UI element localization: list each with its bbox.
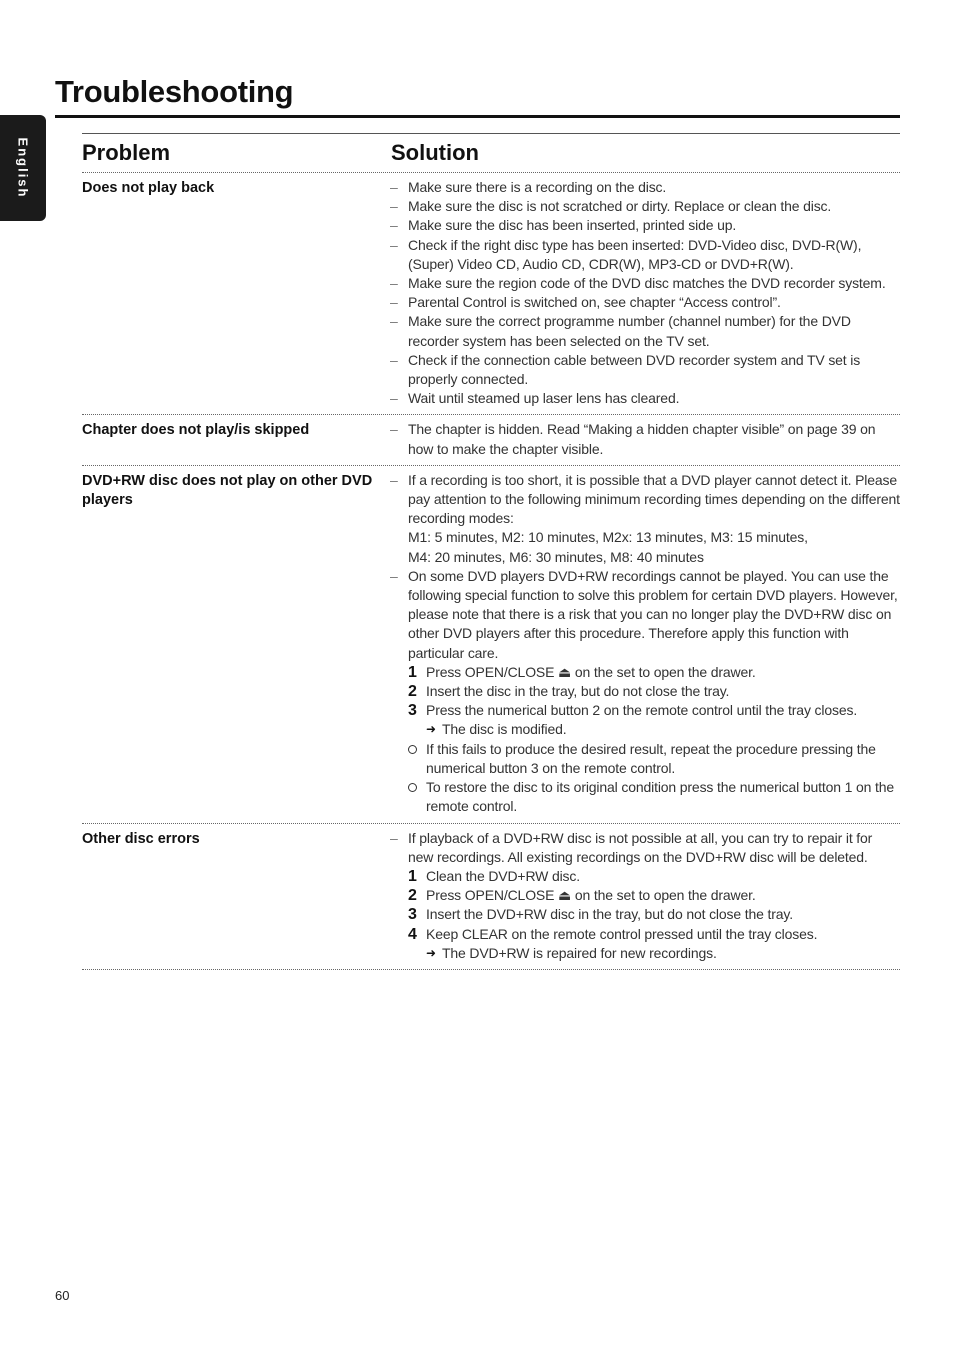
result-note [426,720,900,739]
solution-text: Check if the right disc type has been inserted: DVD-Video disc, DVD-R(W), (Super) Video CD, Audio CD, CDR(W), MP3-CD or DVD+R(W). [408,236,862,272]
step-number: 1 [408,663,417,681]
solution-cell [390,829,900,963]
numbered-step [408,925,900,944]
title-rule [55,115,900,118]
dash-marker: – [390,179,398,195]
solution-text: Clean the DVD+RW disc. [426,867,581,884]
solution-item [390,351,900,389]
solution-text: The chapter is hidden. Read “Making a hidden chapter visible” on page 39 on how to make the chapter visible. [408,421,876,457]
solution-continuation [390,528,900,547]
solution-text: If a recording is too short, it is possible that a DVD player cannot detect it. Please pay attention to the following minimum recording times depending on the different recording modes: [408,471,900,527]
solution-cell [390,178,900,408]
numbered-step [408,886,900,905]
step-number: 3 [408,906,417,924]
solution-item [390,312,900,350]
solution-text: Make sure the disc is not scratched or dirty. Replace or clean the disc. [408,198,832,215]
dash-marker: – [390,390,398,407]
page-number: 60 [55,1288,70,1303]
dash-marker: – [390,236,398,253]
bullet-note [408,778,900,816]
table-top-rule [82,133,900,134]
dash-marker: – [390,471,398,488]
solution-continuation [390,548,900,567]
dash-marker: – [390,829,398,846]
solution-text: Check if the connection cable between DVD recorder system and TV set is properly connected. [408,351,861,388]
solution-item [390,274,900,293]
problem-column-header: Problem [82,140,171,165]
solution-item [390,197,900,216]
step-number: 2 [408,683,417,701]
dash-marker: – [390,313,398,330]
problem-cell: Does not play back [82,180,215,196]
solution-item [390,567,900,663]
dash-marker: – [390,351,398,368]
solution-item [390,178,900,197]
table-row [82,824,900,970]
solution-text: Parental Control is switched on, see chapter “Access control”. [408,294,781,311]
language-tab-label: English [15,137,31,199]
problem-cell: Other disc errors [82,830,200,847]
dash-marker: – [390,294,398,311]
solution-text: Make sure there is a recording on the disc. [408,179,667,195]
dash-marker: – [390,421,398,438]
solution-item [390,236,900,274]
solution-text: M4: 20 minutes, M6: 30 minutes, M8: 40 minutes [408,548,704,565]
solution-item [390,829,900,867]
solution-text: Press OPEN/CLOSE ⏏ on the set to open the drawer. [426,887,756,904]
arrow-right-icon: ➜ [426,945,436,960]
numbered-step [408,701,900,720]
solution-text: The DVD+RW is repaired for new recordings. [442,944,717,961]
step-number: 4 [408,925,417,943]
table-row [82,466,900,824]
page-title: Troubleshooting [55,74,294,109]
solution-text: Insert the disc in the tray, but do not close the tray. [426,683,730,700]
dash-marker: – [390,567,398,584]
dash-marker: – [390,217,398,234]
solution-text: Make sure the region code of the DVD disc matches the DVD recorder system. [408,275,886,292]
step-number: 1 [408,867,417,885]
problem-cell: Chapter does not play/is skipped [82,422,310,439]
solution-text: On some DVD players DVD+RW recordings cannot be played. You can use the following special function to solve this problem for certain DVD players. However, please note that there is a risk that you can no longer play the DVD+RW disc on other DVD players after this procedure. Therefore apply this function with particular care. [408,567,898,661]
solution-text: Press OPEN/CLOSE ⏏ on the set to open the drawer. [426,663,756,680]
table-row [82,415,900,465]
bullet-note [408,740,900,778]
arrow-right-icon: ➜ [426,722,436,737]
solution-cell [390,420,900,458]
numbered-step [408,867,900,886]
troubleshooting-table [82,173,900,970]
table-row [82,173,900,415]
solution-text: Insert the DVD+RW disc in the tray, but do not close the tray. [426,906,793,923]
solution-text: M1: 5 minutes, M2: 10 minutes, M2x: 13 minutes, M3: 15 minutes, [408,529,808,546]
solution-text: Make sure the disc has been inserted, printed side up. [408,217,737,234]
language-tab [0,115,46,221]
solution-text: The disc is modified. [442,721,567,738]
solution-item [390,471,900,529]
dash-marker: – [390,275,398,292]
solution-item [390,420,900,458]
circle-bullet-icon [408,778,426,816]
solution-cell [390,471,900,817]
circle-bullet-icon [408,740,426,778]
solution-text: Wait until steamed up laser lens has cleared. [408,390,680,407]
solution-item [390,389,900,408]
solution-text: If this fails to produce the desired result, repeat the procedure pressing the numerical button 3 on the remote control. [426,740,876,776]
step-number: 3 [408,702,417,720]
problem-cell: DVD+RW disc does not play on other DVD players [82,472,373,509]
solution-text: To restore the disc to its original condition press the numerical button 1 on the remote control. [426,779,895,815]
numbered-step [408,682,900,701]
solution-item [390,293,900,312]
numbered-step [408,905,900,924]
solution-item [390,216,900,235]
step-number: 2 [408,887,417,905]
result-note [426,944,900,963]
dash-marker: – [390,198,398,215]
solution-text: Press the numerical button 2 on the remote control until the tray closes. [426,702,858,719]
solution-text: Make sure the correct programme number (channel number) for the DVD recorder system has been selected on the TV set. [408,313,851,349]
solution-text: Keep CLEAR on the remote control pressed until the tray closes. [426,925,818,942]
solution-column-header: Solution [391,140,479,165]
solution-text: If playback of a DVD+RW disc is not possible at all, you can try to repair it for new recordings. All existing recordings on the DVD+RW disc will be deleted. [408,829,873,865]
numbered-step [408,663,900,682]
